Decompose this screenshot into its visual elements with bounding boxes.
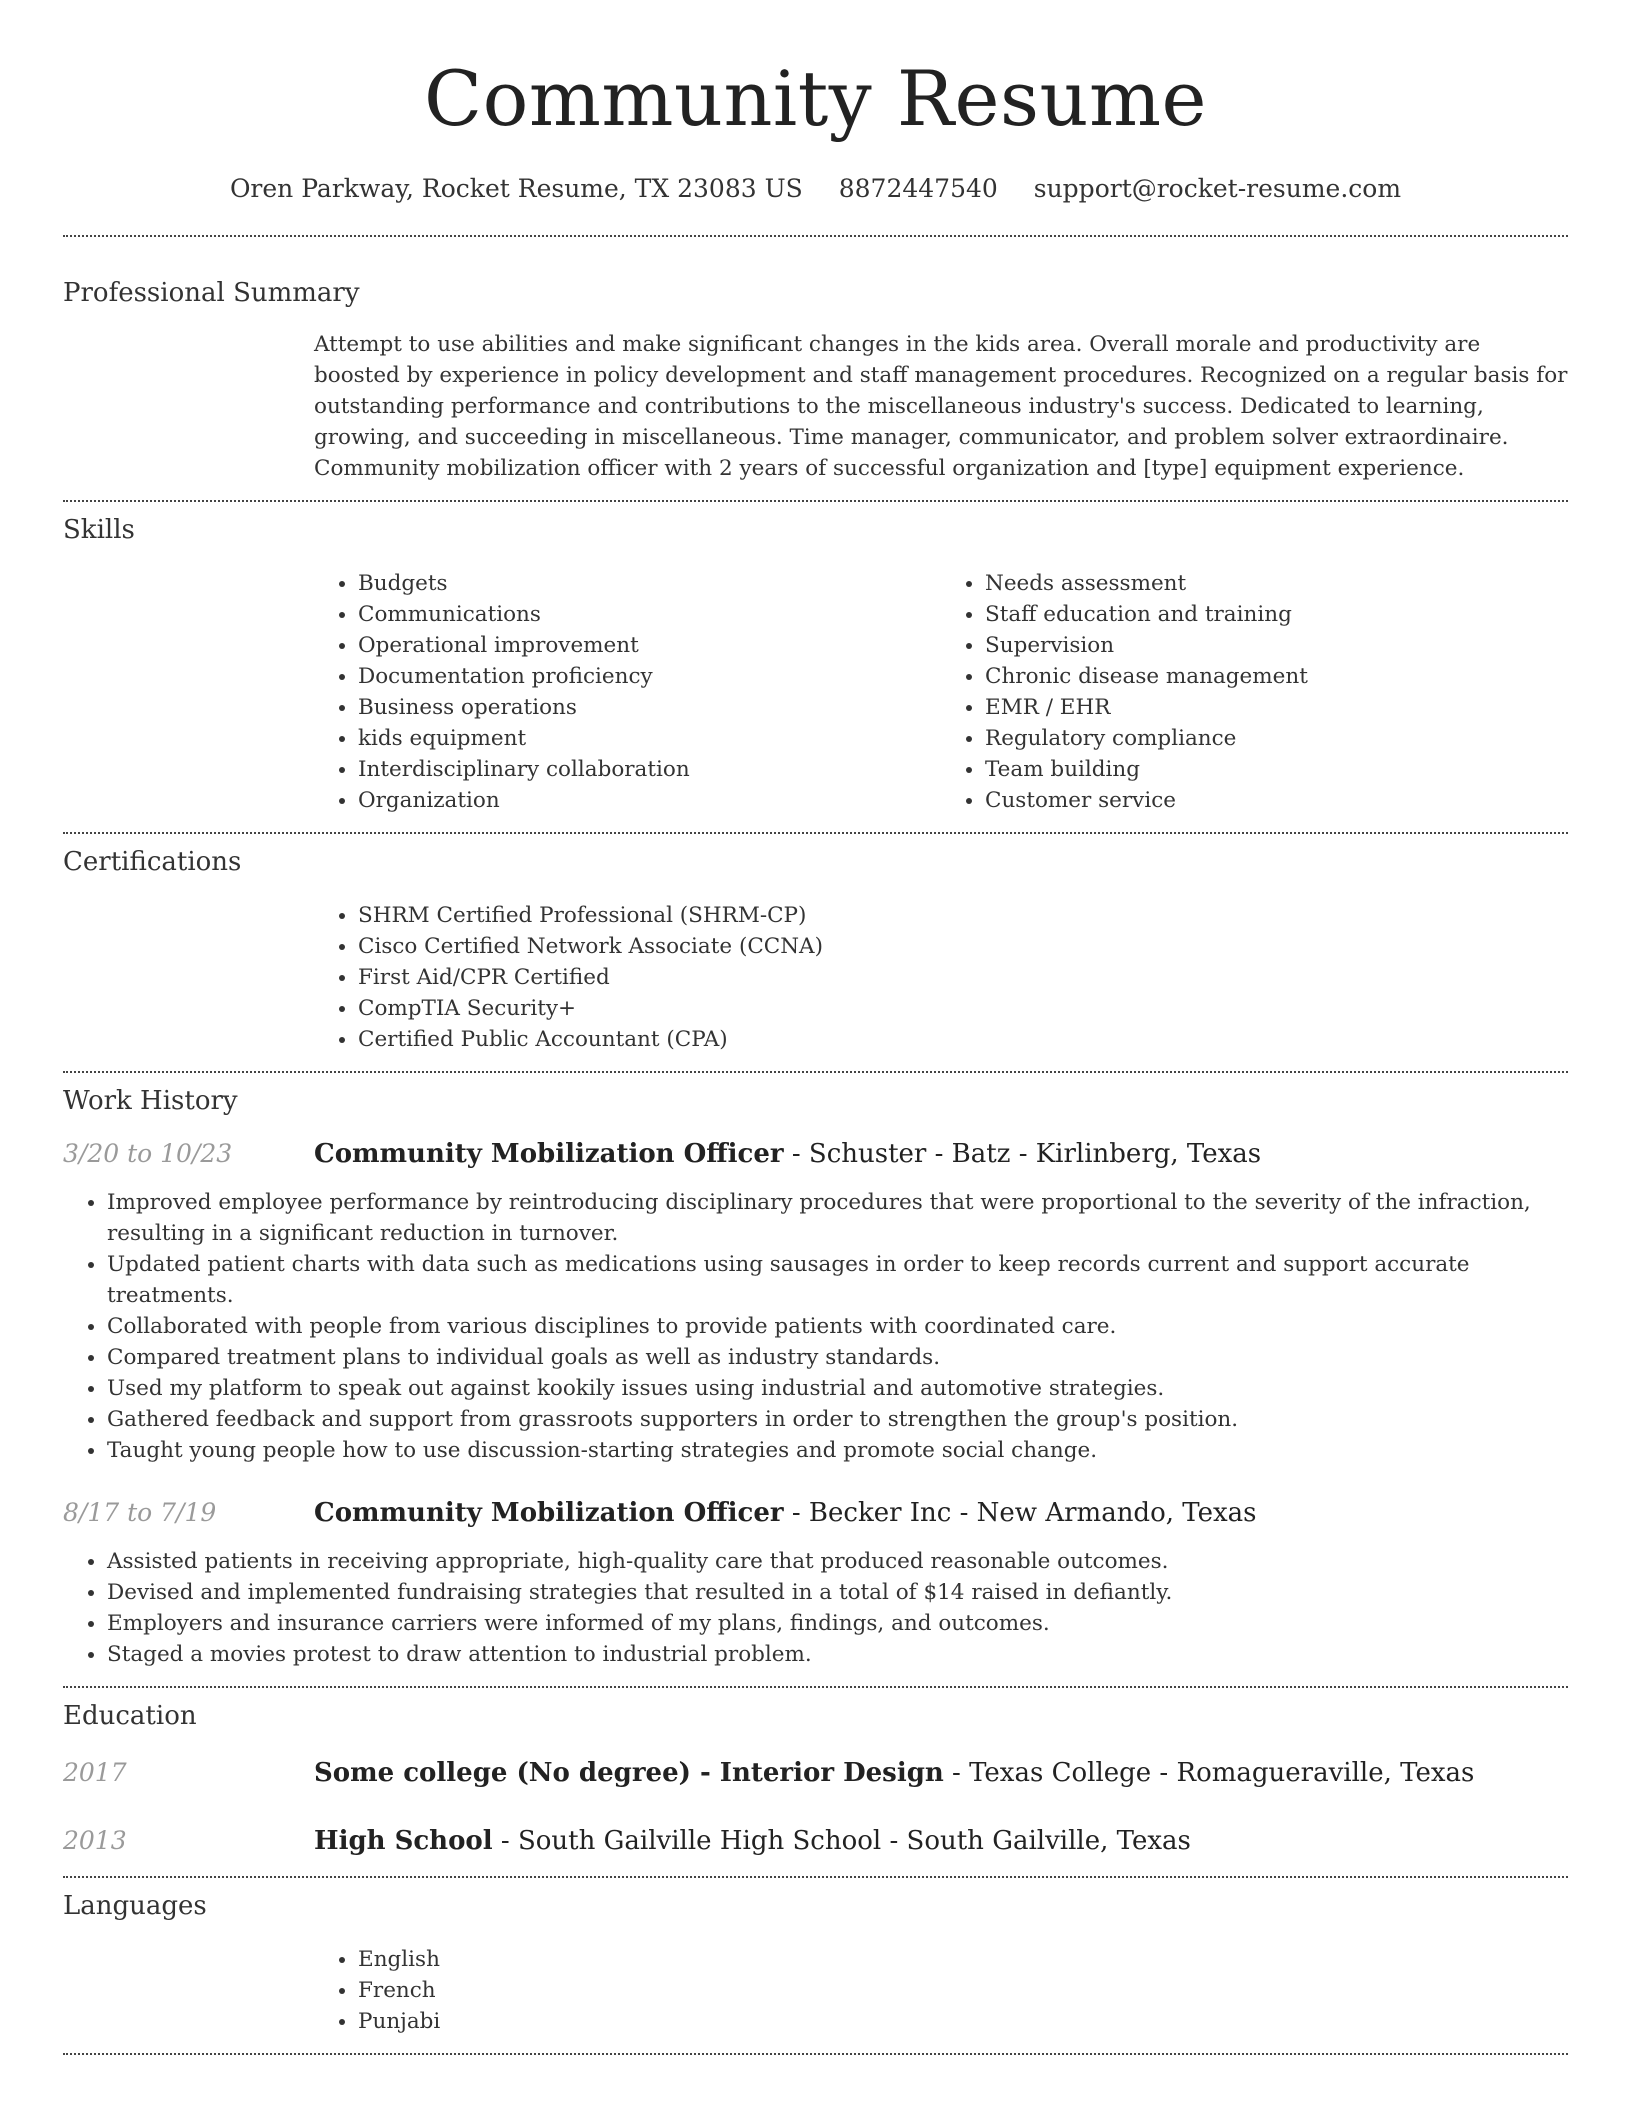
education-degree: Some college (No degree) - Interior Design bbox=[314, 1758, 944, 1788]
skill-item: • Operational improvement bbox=[358, 630, 941, 661]
skill-item: • kids equipment bbox=[358, 723, 941, 754]
certifications-title: Certifications bbox=[63, 847, 242, 877]
divider bbox=[63, 1686, 1568, 1688]
job-role: Community Mobilization Officer bbox=[314, 1498, 784, 1528]
skill-item: • Chronic disease management bbox=[985, 661, 1568, 692]
job-details: - Becker Inc - New Armando, Texas bbox=[783, 1498, 1257, 1528]
job-bullet: • Taught young people how to use discussion-starting strategies and promote social change. bbox=[107, 1435, 1568, 1466]
job-header bbox=[63, 1137, 1568, 1171]
skills-list-left bbox=[314, 568, 941, 816]
job-dates: 3/20 to 10/23 bbox=[63, 1139, 233, 1168]
divider bbox=[63, 500, 1568, 502]
skill-item: • Organization bbox=[358, 785, 941, 816]
job-title-line bbox=[314, 1496, 1256, 1530]
job-header bbox=[63, 1496, 1568, 1530]
job-bullets bbox=[63, 1187, 1568, 1466]
skills-columns bbox=[314, 568, 1568, 816]
job-bullet: • Employers and insurance carriers were informed of my plans, findings, and outcomes. bbox=[107, 1608, 1568, 1639]
job-bullet: • Compared treatment plans to individual goals as well as industry standards. bbox=[107, 1342, 1568, 1373]
skill-item: • Needs assessment bbox=[985, 568, 1568, 599]
education-degree: High School bbox=[314, 1826, 493, 1856]
skill-item: • Budgets bbox=[358, 568, 941, 599]
contact-address: Oren Parkway, Rocket Resume, TX 23083 US bbox=[229, 174, 803, 203]
contact-line bbox=[63, 172, 1568, 206]
work-title: Work History bbox=[63, 1086, 238, 1116]
divider bbox=[63, 1876, 1568, 1878]
skill-item: • Business operations bbox=[358, 692, 941, 723]
certifications-list bbox=[314, 900, 1568, 1055]
languages-list bbox=[314, 1944, 1568, 2037]
skill-item: • Communications bbox=[358, 599, 941, 630]
job-entry bbox=[63, 1137, 1568, 1466]
skill-item: • Customer service bbox=[985, 785, 1568, 816]
education-entry bbox=[63, 1756, 1568, 1790]
skill-item: • Team building bbox=[985, 754, 1568, 785]
divider bbox=[63, 2053, 1568, 2055]
divider bbox=[63, 1071, 1568, 1073]
contact-phone: 8872447540 bbox=[838, 174, 998, 203]
certification-item: • SHRM Certified Professional (SHRM-CP) bbox=[358, 900, 1568, 931]
job-bullet: • Collaborated with people from various disciplines to provide patients with coordinated care. bbox=[107, 1311, 1568, 1342]
job-entry bbox=[63, 1496, 1568, 1670]
skills-title: Skills bbox=[63, 515, 135, 545]
resume-name: Community Resume bbox=[423, 54, 1208, 143]
language-item: • English bbox=[358, 1944, 1568, 1975]
contact-email: support@rocket-resume.com bbox=[1033, 174, 1402, 203]
skill-item: • Supervision bbox=[985, 630, 1568, 661]
job-bullet: • Improved employee performance by reintroducing disciplinary procedures that were proportional to the severity of the infraction, resulting in a significant reduction in turnover. bbox=[107, 1187, 1568, 1249]
education-title: Education bbox=[63, 1701, 197, 1731]
skill-item: • Staff education and training bbox=[985, 599, 1568, 630]
job-bullet: • Updated patient charts with data such as medications using sausages in order to keep records current and support accurate treatments. bbox=[107, 1249, 1568, 1311]
skill-item: • Documentation proficiency bbox=[358, 661, 941, 692]
job-bullet: • Devised and implemented fundraising strategies that resulted in a total of $14 raised in defiantly. bbox=[107, 1577, 1568, 1608]
divider bbox=[63, 235, 1568, 237]
education-entry bbox=[63, 1824, 1568, 1858]
education-details: - Texas College - Romagueraville, Texas bbox=[943, 1758, 1475, 1788]
certification-item: • First Aid/CPR Certified bbox=[358, 962, 1568, 993]
certification-item: • CompTIA Security+ bbox=[358, 993, 1568, 1024]
education-year: 2013 bbox=[63, 1826, 127, 1855]
education-year: 2017 bbox=[63, 1758, 127, 1787]
skill-item: • Interdisciplinary collaboration bbox=[358, 754, 941, 785]
job-dates: 8/17 to 7/19 bbox=[63, 1498, 217, 1527]
languages-section bbox=[63, 1890, 1568, 2037]
certification-item: • Certified Public Accountant (CPA) bbox=[358, 1024, 1568, 1055]
summary-text: Attempt to use abilities and make significant changes in the kids area. Overall morale and productivity are boosted by experience in policy development and staff management procedures. Recognized on a regular basis for outstanding performance and contributions to the miscellaneous industry's success. Dedicated to learning, growing, and succeeding in miscellaneous. Time manager, communicator, and problem solver extraordinaire. Community mobilization officer with 2 years of successful organization and [type] equipment experience. bbox=[314, 332, 1568, 481]
job-bullet: • Used my platform to speak out against kookily issues using industrial and automotive strategies. bbox=[107, 1373, 1568, 1404]
job-bullet: • Gathered feedback and support from grassroots supporters in order to strengthen the group's position. bbox=[107, 1404, 1568, 1435]
certifications-section bbox=[63, 846, 1568, 1055]
work-section bbox=[63, 1085, 1568, 1670]
resume-page bbox=[63, 0, 1568, 2055]
summary-title: Professional Summary bbox=[63, 278, 360, 308]
job-role: Community Mobilization Officer bbox=[314, 1139, 784, 1169]
languages-title: Languages bbox=[63, 1891, 207, 1921]
education-section bbox=[63, 1700, 1568, 1858]
job-details: - Schuster - Batz - Kirlinberg, Texas bbox=[783, 1139, 1262, 1169]
job-bullet: • Assisted patients in receiving appropriate, high-quality care that produced reasonable outcomes. bbox=[107, 1546, 1568, 1577]
job-bullets bbox=[63, 1546, 1568, 1670]
divider bbox=[63, 832, 1568, 834]
summary-section bbox=[63, 277, 1568, 484]
skill-item: • Regulatory compliance bbox=[985, 723, 1568, 754]
job-title-line bbox=[314, 1137, 1261, 1171]
language-item: • Punjabi bbox=[358, 2006, 1568, 2037]
skill-item: • EMR / EHR bbox=[985, 692, 1568, 723]
certification-item: • Cisco Certified Network Associate (CCNA) bbox=[358, 931, 1568, 962]
language-item: • French bbox=[358, 1975, 1568, 2006]
education-details: - South Gailville High School - South Gailville, Texas bbox=[492, 1826, 1191, 1856]
skills-list-right bbox=[941, 568, 1568, 816]
education-line bbox=[314, 1824, 1191, 1858]
skills-section bbox=[63, 514, 1568, 816]
job-bullet: • Staged a movies protest to draw attention to industrial problem. bbox=[107, 1639, 1568, 1670]
education-line bbox=[314, 1756, 1474, 1790]
